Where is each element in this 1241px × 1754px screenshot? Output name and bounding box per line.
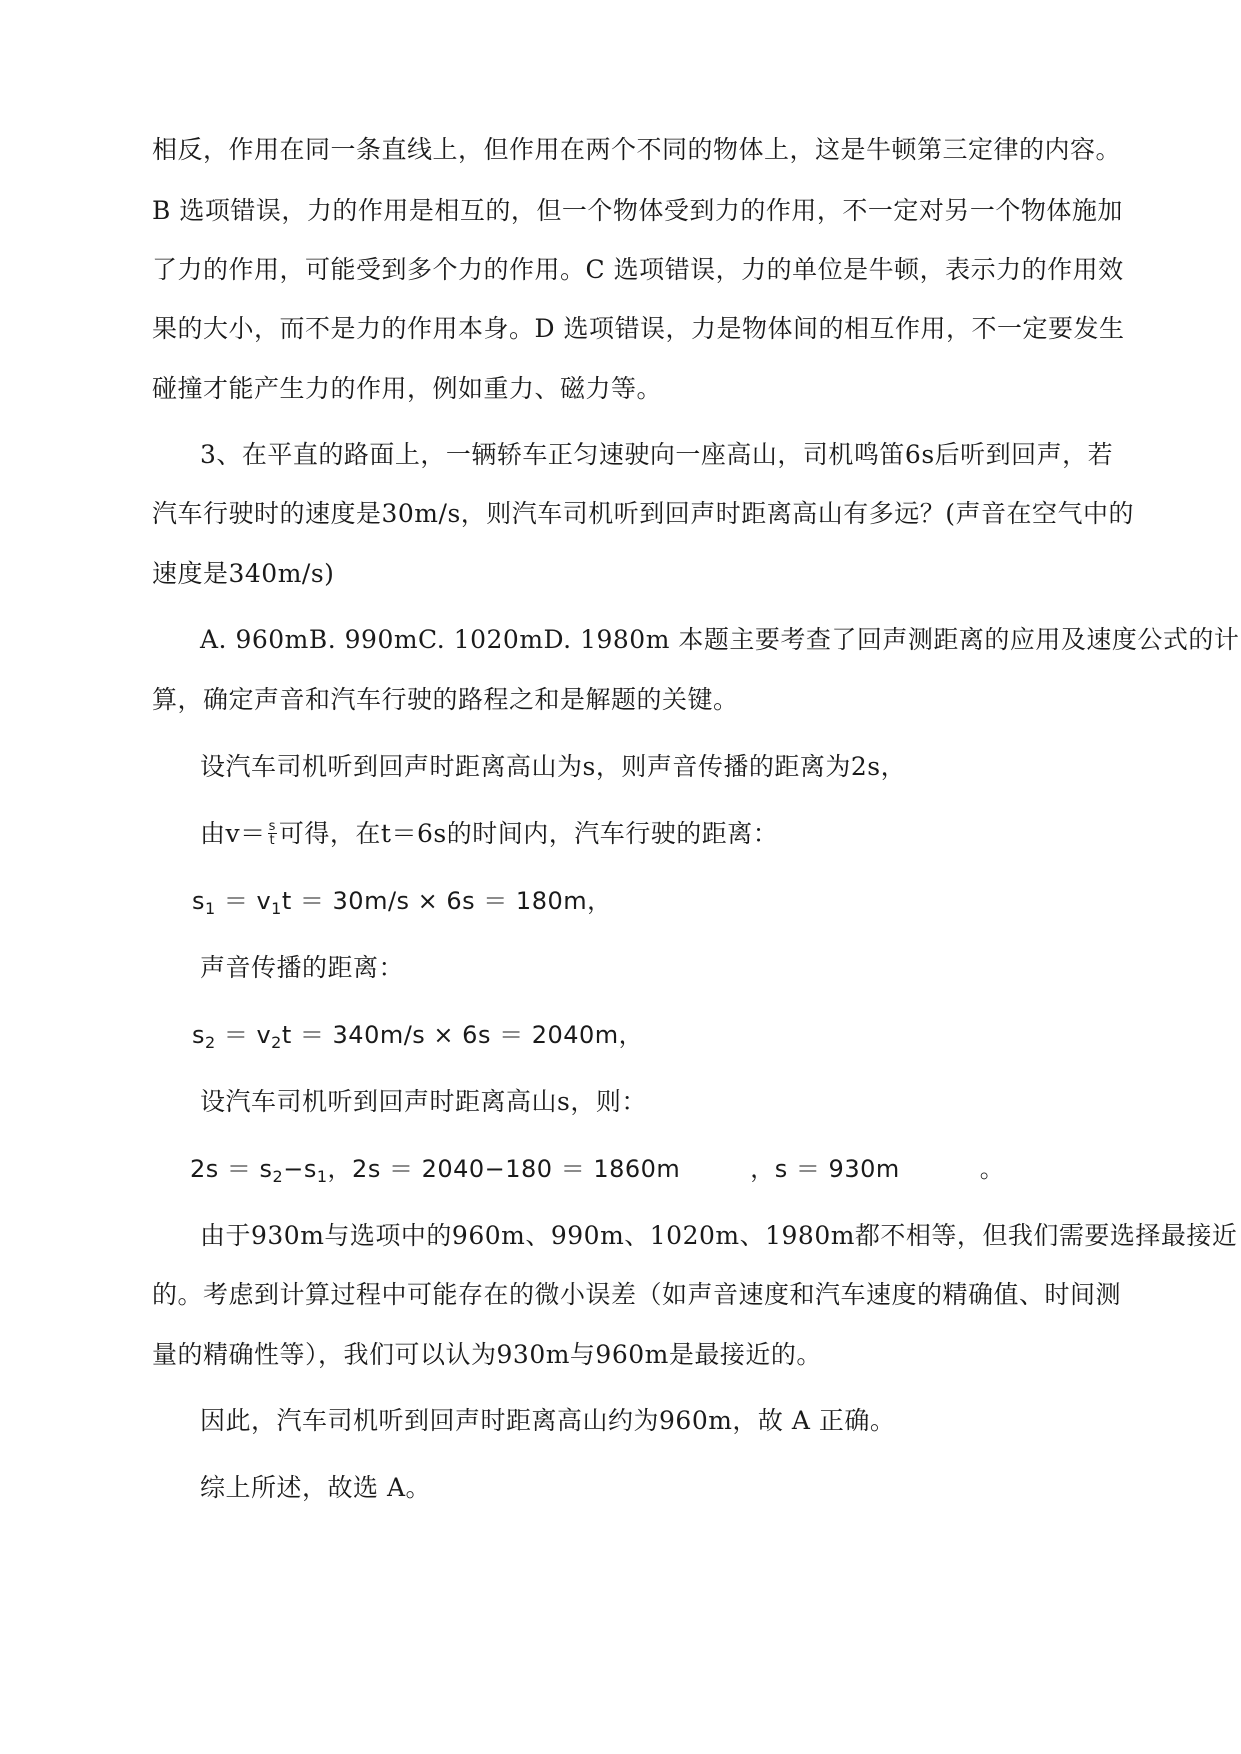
equation-s2 — [192, 1017, 1142, 1053]
formula-text: 由v＝ — [200, 819, 266, 848]
question-3-line: 速度是340m/s) — [152, 559, 335, 588]
conclusion-line: 因此，汽车司机听到回声时距离高山约为960m，故 A 正确。 — [200, 1406, 896, 1435]
formula-text: 可得，在t＝6s的时间内，汽车行驶的距离： — [278, 819, 779, 848]
eq-subscript: 2 — [272, 1167, 284, 1186]
eq-subscript: 2 — [271, 1033, 282, 1052]
eq-symbol: s — [192, 887, 206, 915]
equation-s1 — [192, 883, 1142, 919]
paragraph-line: B 选项错误，力的作用是相互的，但一个物体受到力的作用，不一定对另一个物体施加 — [152, 196, 1123, 225]
solution-step: 设汽车司机听到回声时距离高山为s，则声音传播的距离为2s， — [200, 752, 907, 781]
solution-step-formula — [200, 816, 1150, 852]
eq-subscript: 2 — [205, 1033, 216, 1052]
eq-period: 。 — [979, 1155, 1005, 1183]
paragraph-line: 碰撞才能产生力的作用，例如重力、磁力等。 — [152, 374, 663, 403]
eq-rest: t ＝ 340m/s × 6s ＝ 2040m， — [281, 1021, 644, 1049]
eq-symbol: −s — [283, 1155, 317, 1183]
options-line: A. 960mB. 990mC. 1020mD. 1980m 本题主要考查了回声测距离的应用及速度公式的计 — [200, 625, 1240, 654]
equation-2s — [190, 1151, 1140, 1187]
fraction-denominator: t — [269, 833, 276, 848]
eq-result: ，s ＝ 930m — [750, 1155, 900, 1183]
fraction-numerator: s — [268, 819, 276, 834]
eq-symbol: ＝ v — [215, 1021, 272, 1049]
note-line: 由于930m与选项中的960m、990m、1020m、1980m都不相等，但我们需要选择最接近 — [200, 1221, 1238, 1250]
options-line: 算，确定声音和汽车行驶的路程之和是解题的关键。 — [152, 685, 739, 714]
eq-symbol: ＝ v — [215, 887, 272, 915]
question-3-line: 汽车行驶时的速度是30m/s，则汽车司机听到回声时距离高山有多远？(声音在空气中的 — [152, 499, 1135, 528]
question-3-line: 3、在平直的路面上，一辆轿车正匀速驶向一座高山，司机鸣笛6s后听到回声，若 — [200, 440, 1114, 469]
solution-step: 设汽车司机听到回声时距离高山s，则： — [200, 1087, 647, 1116]
paragraph-line: 了力的作用，可能受到多个力的作用。C 选项错误，力的单位是牛顿，表示力的作用效 — [152, 255, 1124, 284]
eq-subscript: 1 — [271, 899, 282, 918]
eq-rest: t ＝ 30m/s × 6s ＝ 180m， — [281, 887, 612, 915]
final-answer-line: 综上所述，故选 A。 — [200, 1473, 432, 1502]
eq-symbol: s — [192, 1021, 206, 1049]
eq-subscript: 1 — [205, 899, 216, 918]
paragraph-line: 相反，作用在同一条直线上，但作用在两个不同的物体上，这是牛顿第三定律的内容。 — [152, 135, 1122, 164]
note-line: 的。考虑到计算过程中可能存在的微小误差（如声音速度和汽车速度的精确值、时间测 — [152, 1280, 1122, 1309]
note-line: 量的精确性等），我们可以认为930m与960m是最接近的。 — [152, 1340, 822, 1369]
fraction-s-over-t — [268, 820, 277, 847]
solution-step: 声音传播的距离： — [200, 953, 405, 982]
paragraph-line: 果的大小，而不是力的作用本身。D 选项错误，力是物体间的相互作用，不一定要发生 — [152, 314, 1125, 343]
eq-subscript: 1 — [316, 1167, 328, 1186]
eq-symbol: 2s ＝ s — [190, 1155, 273, 1183]
eq-rest: ，2s ＝ 2040−180 ＝ 1860m — [327, 1155, 681, 1183]
